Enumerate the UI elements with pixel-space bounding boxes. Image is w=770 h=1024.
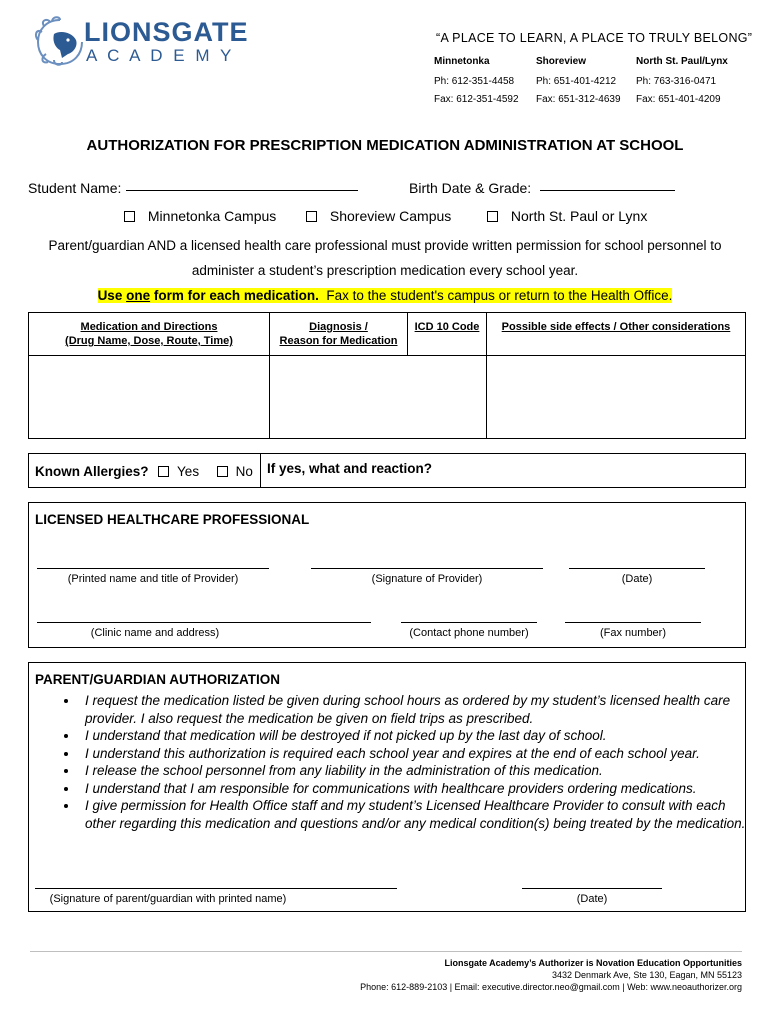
one-text: one	[126, 288, 151, 303]
campus-fax: Fax: 651-401-4209	[636, 94, 721, 105]
authorization-item: • I understand that medication will be destroyed if not picked up by the last day of school.	[79, 727, 749, 745]
footer-contact: Phone: 612-889-2103 | Email: executive.director.neo@gmail.com | Web: www.neoauthorizer.org	[360, 982, 742, 992]
parent-signature-caption: (Signature of parent/guardian with printed name)	[49, 893, 287, 905]
col-header-diagnosis	[270, 320, 407, 348]
campus-option-label: North St. Paul or Lynx	[510, 208, 648, 224]
birth-grade-field[interactable]	[540, 190, 675, 191]
school-logo	[32, 14, 252, 74]
student-name-field[interactable]	[126, 190, 358, 191]
side-effects-cell[interactable]	[487, 356, 745, 438]
campus-option-shoreview[interactable]	[306, 208, 451, 224]
campus-option-north-st-paul[interactable]	[487, 208, 647, 224]
clinic-caption: (Clinic name and address)	[90, 627, 220, 639]
col-header-line: Diagnosis /	[309, 321, 368, 333]
fax-note: Fax to the student's campus or return to the Health Office.	[318, 288, 673, 303]
medication-table	[28, 312, 746, 439]
footer-address: 3432 Denmark Ave, Ste 130, Eagan, MN 55123	[552, 970, 742, 980]
col-header-medication	[29, 320, 269, 348]
allergies-no-label: No	[235, 464, 253, 479]
medication-instruction	[0, 288, 770, 303]
allergies-yes-checkbox[interactable]	[158, 466, 169, 477]
authorization-item: • I understand that I am responsible for communications with healthcare providers ordering medications.	[79, 780, 749, 798]
campus-option-label: Shoreview Campus	[329, 208, 452, 224]
col-header-side-effects: Possible side effects / Other considerations	[501, 321, 731, 333]
col-header-line: Medication and Directions	[80, 321, 218, 333]
intro-line-2: administer a student’s prescription medication every school year.	[191, 263, 579, 278]
footer-authorizer: Lionsgate Academy’s Authorizer is Novation Education Opportunities	[444, 958, 742, 968]
allergies-yes-label: Yes	[177, 464, 200, 479]
parent-date-field[interactable]	[522, 888, 662, 889]
campus-name: Shoreview	[536, 56, 587, 67]
campus-minnetonka	[434, 56, 534, 105]
authorization-item: • I understand this authorization is required each school year and expires at the end of each school year.	[79, 745, 749, 763]
logo-subtitle: A C A D E M Y	[86, 46, 235, 65]
fax-number-field[interactable]	[565, 622, 701, 623]
school-motto: “A PLACE TO LEARN, A PLACE TO TRULY BELONG”	[436, 31, 753, 45]
provider-signature-caption: (Signature of Provider)	[371, 573, 483, 585]
contact-phone-field[interactable]	[401, 622, 537, 623]
campus-name: North St. Paul/Lynx	[636, 56, 728, 67]
diagnosis-cell[interactable]	[270, 356, 486, 438]
allergies-no-checkbox[interactable]	[217, 466, 228, 477]
provider-signature-field[interactable]	[311, 568, 543, 569]
provider-date-caption: (Date)	[621, 573, 653, 585]
form-per-med-text: form for each medication.	[150, 288, 319, 303]
known-allergies	[35, 464, 253, 479]
contact-phone-caption: (Contact phone number)	[409, 627, 529, 639]
authorization-item: • I request the medication listed be given during school hours as ordered by my student’s licensed health care provider. I also request the medication be given on field trips as prescribed.	[79, 692, 749, 727]
allergies-row	[28, 453, 746, 488]
clinic-field[interactable]	[37, 622, 371, 623]
parent-section	[28, 662, 746, 912]
campus-phone: Ph: 651-401-4212	[536, 76, 617, 87]
provider-heading: LICENSED HEALTHCARE PROFESSIONAL	[35, 512, 310, 527]
checkbox[interactable]	[487, 211, 498, 222]
parent-date-caption: (Date)	[576, 893, 608, 905]
highlighted-instruction	[98, 288, 673, 303]
authorization-list	[55, 692, 749, 832]
campus-phone: Ph: 763-316-0471	[636, 76, 717, 87]
parent-heading: PARENT/GUARDIAN AUTHORIZATION	[35, 672, 280, 687]
provider-section	[28, 502, 746, 648]
checkbox[interactable]	[124, 211, 135, 222]
campus-phone: Ph: 612-351-4458	[434, 76, 515, 87]
authorization-item: • I release the school personnel from any liability in the administration of this medication.	[79, 762, 749, 780]
use-text: Use	[97, 288, 127, 303]
checkbox[interactable]	[306, 211, 317, 222]
col-header-line: (Drug Name, Dose, Route, Time)	[65, 335, 233, 347]
campus-name: Minnetonka	[434, 56, 490, 67]
footer-divider	[30, 951, 742, 952]
campus-north-st-paul	[636, 56, 756, 105]
reaction-label: If yes, what and reaction?	[267, 461, 433, 476]
logo-title: LIONSGATE	[84, 17, 249, 47]
campus-shoreview	[536, 56, 636, 105]
campus-fax: Fax: 651-312-4639	[536, 94, 621, 105]
col-header-icd: ICD 10 Code	[414, 321, 480, 333]
fax-number-caption: (Fax number)	[599, 627, 667, 639]
col-header-line: Reason for Medication	[279, 335, 398, 347]
medication-cell[interactable]	[29, 356, 269, 438]
authorization-item: • I give permission for Health Office staff and my student’s Licensed Healthcare Provider to consult with each other regarding this medication and questions and/or any medical condition(s) being treated by the medication.	[79, 797, 749, 832]
provider-name-caption: (Printed name and title of Provider)	[67, 573, 239, 585]
birth-grade-label: Birth Date & Grade:	[409, 180, 532, 196]
allergies-label: Known Allergies?	[35, 464, 149, 479]
student-name-label: Student Name:	[28, 180, 122, 196]
campus-option-label: Minnetonka Campus	[147, 208, 277, 224]
form-title: AUTHORIZATION FOR PRESCRIPTION MEDICATION ADMINISTRATION AT SCHOOL	[86, 137, 684, 154]
lion-icon	[32, 14, 88, 70]
campus-fax: Fax: 612-351-4592	[434, 94, 519, 105]
intro-line-1: Parent/guardian AND a licensed health care professional must provide written permission for school personnel to	[48, 238, 722, 253]
provider-name-field[interactable]	[37, 568, 269, 569]
parent-signature-field[interactable]	[35, 888, 397, 889]
footer	[300, 958, 742, 992]
allergies-divider	[260, 454, 261, 487]
campus-option-minnetonka[interactable]	[124, 208, 276, 224]
provider-date-field[interactable]	[569, 568, 705, 569]
